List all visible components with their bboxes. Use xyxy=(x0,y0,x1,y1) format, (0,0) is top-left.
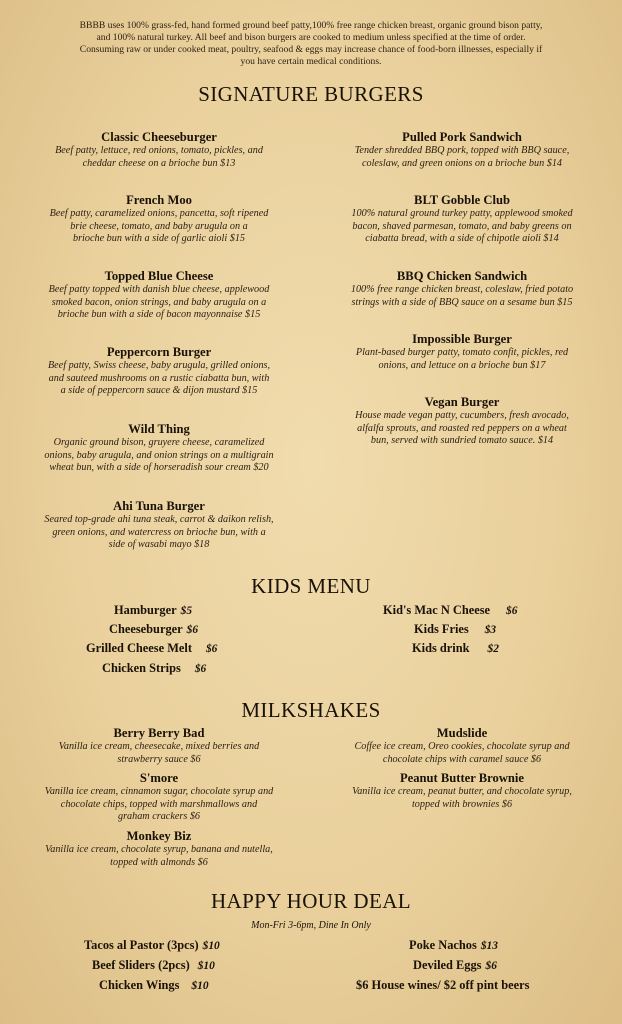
item-name: Impossible Burger xyxy=(412,332,512,346)
disclaimer-line: and 100% natural turkey. All beef and bison burgers are cooked to medium unless specified at the time of order. xyxy=(96,32,526,43)
item-name: BLT Gobble Club xyxy=(414,193,510,207)
item-price: $6 xyxy=(186,624,199,636)
item-desc-line: side of wasabi mayo $18 xyxy=(108,539,210,551)
item-price: $6 xyxy=(205,643,218,655)
item-name: Peanut Butter Brownie xyxy=(399,771,525,785)
disclaimer-line: Consuming raw or under cooked meat, poultry, seafood & eggs may increase chance of food-born illnesses, especially if xyxy=(79,44,543,55)
item-desc-line: Vanilla ice cream, cinnamon sugar, chocolate syrup and xyxy=(44,786,274,797)
item-desc-line: brioche bun with a side of bacon mayonnaise $15 xyxy=(57,309,261,321)
item-price: $3 xyxy=(484,624,497,636)
happy-item-deviled-eggs xyxy=(413,958,497,973)
item-name: $6 House wines/ $2 off pint beers xyxy=(356,978,530,992)
item-desc-line: Organic ground bison, gruyere cheese, caramelized xyxy=(53,437,265,448)
item-desc-line: bacon, shaved parmesan, tomato, and baby greens on xyxy=(352,220,572,232)
item-desc-line: and sauteed mushrooms on a rustic ciabatta bun, with xyxy=(48,372,270,384)
menu-item-impossible-burger xyxy=(322,332,602,372)
menu-item-french-moo xyxy=(20,193,298,246)
happy-item-tacos-al-pastor xyxy=(84,938,220,953)
item-desc-line: chocolate chips, topped with marshmallows and xyxy=(60,798,258,810)
item-desc-line: House made vegan patty, cucumbers, fresh avocado, xyxy=(355,410,569,421)
item-desc-line: Beef patty, caramelized onions, pancetta, soft ripened xyxy=(49,208,269,219)
item-name: Chicken Strips xyxy=(102,661,181,675)
item-desc-line: graham crackers $6 xyxy=(117,811,201,823)
item-price: $2 xyxy=(487,643,499,655)
happy-hour-subtitle: Mon-Fri 3-6pm, Dine In Only xyxy=(251,920,371,931)
milkshake-monkey-biz xyxy=(20,829,298,869)
item-price: $5 xyxy=(180,605,193,617)
kids-item-cheeseburger xyxy=(109,622,198,637)
item-name: BBQ Chicken Sandwich xyxy=(396,269,528,283)
item-desc-line: topped with brownies $6 xyxy=(411,798,513,810)
item-desc-line: cheddar cheese on a brioche bun $13 xyxy=(82,157,236,169)
item-desc-line: alfalfa sprouts, and roasted red peppers on a wheat xyxy=(357,422,567,434)
disclaimer xyxy=(8,20,614,68)
kids-item-grilled-cheese-melt xyxy=(86,641,217,656)
menu-item-topped-blue-cheese xyxy=(20,269,298,322)
menu-item-classic-cheeseburger xyxy=(20,130,298,170)
item-name: Peppercorn Burger xyxy=(106,345,212,359)
happy-item-beef-sliders xyxy=(92,958,215,973)
menu-item-blt-gobble-club xyxy=(322,193,602,246)
item-desc-line: ciabatta bread, with a side of chipotle aioli $14 xyxy=(365,233,559,245)
item-desc-line: Beef patty, lettuce, red onions, tomato, pickles, and xyxy=(55,145,263,156)
happy-hour-title: HAPPY HOUR DEAL xyxy=(210,889,412,913)
item-desc-line: Vanilla ice cream, chocolate syrup, banana and nutella, xyxy=(45,844,273,855)
item-desc-line: Beef patty topped with danish blue cheese, applewood xyxy=(48,284,270,295)
milkshakes-title: MILKSHAKES xyxy=(241,698,381,722)
item-name: Grilled Cheese Melt xyxy=(86,641,192,655)
item-price: $6 xyxy=(485,960,497,972)
item-name: Ahi Tuna Burger xyxy=(113,499,205,513)
item-desc-line: Seared top-grade ahi tuna steak, carrot & daikon relish, xyxy=(44,514,274,525)
item-name: French Moo xyxy=(126,193,192,207)
kids-item-hamburger xyxy=(114,603,192,618)
item-name: Kid's Mac N Cheese xyxy=(383,603,491,617)
item-desc-line: strings with a side of BBQ sauce on a sesame bun $15 xyxy=(351,296,573,308)
disclaimer-line: you have certain medical conditions. xyxy=(240,56,382,67)
menu-item-vegan-burger xyxy=(322,395,602,448)
item-desc-line: topped with almonds $6 xyxy=(110,856,208,868)
item-desc-line: 100% free range chicken breast, coleslaw, fried potato xyxy=(350,284,574,295)
item-desc-line: onions, and lettuce on a brioche bun $17 xyxy=(378,359,546,371)
item-name: Hamburger xyxy=(114,603,177,617)
item-name: Berry Berry Bad xyxy=(113,726,205,740)
item-name: Monkey Biz xyxy=(126,829,192,843)
menu-item-bbq-chicken-sandwich xyxy=(322,269,602,309)
menu-item-peppercorn-burger xyxy=(20,345,298,398)
item-desc-line: coleslaw, and green onions on a brioche bun $14 xyxy=(361,157,563,169)
kids-item-chicken-strips xyxy=(102,661,206,676)
item-desc-line: smoked bacon, onion strings, and baby arugula on a xyxy=(51,296,267,308)
item-desc-line: bun, served with sundried tomato sauce. $14 xyxy=(370,435,554,447)
item-name: Wild Thing xyxy=(128,422,190,436)
item-name: Kids Fries xyxy=(414,622,469,636)
item-name: Deviled Eggs xyxy=(413,958,482,972)
kids-menu-title: KIDS MENU xyxy=(251,574,371,598)
item-desc-line: Coffee ice cream, Oreo cookies, chocolate syrup and xyxy=(354,741,570,752)
milkshake-peanut-butter-brownie xyxy=(322,771,602,811)
item-desc-line: brioche bun with a side of garlic aioli $15 xyxy=(72,233,246,245)
item-name: Chicken Wings xyxy=(99,978,180,992)
item-name: Mudslide xyxy=(436,726,488,740)
item-name: Cheeseburger xyxy=(109,622,183,636)
item-price: $6 xyxy=(506,605,518,617)
item-price: $10 xyxy=(197,960,215,972)
item-name: Classic Cheeseburger xyxy=(101,130,217,144)
item-desc-line: Plant-based burger patty, tomato confit, pickles, red xyxy=(355,347,569,358)
signature-burgers-title: SIGNATURE BURGERS xyxy=(198,82,424,106)
item-desc-line: a side of peppercorn sauce & dijon mustard $15 xyxy=(60,385,258,397)
item-name: S'more xyxy=(139,771,179,785)
item-name: Beef Sliders (2pcs) xyxy=(92,958,190,972)
item-desc-line: Tender shredded BBQ pork, topped with BBQ sauce, xyxy=(354,145,570,156)
item-desc-line: wheat bun, with a side of horseradish sour cream $20 xyxy=(49,462,269,474)
menu-item-wild-thing xyxy=(20,422,298,475)
item-desc-line: strawberry sauce $6 xyxy=(117,753,201,765)
milkshake-berry-berry-bad xyxy=(20,726,298,766)
item-price: $10 xyxy=(191,980,209,992)
item-price: $13 xyxy=(480,940,498,952)
item-name: Kids drink xyxy=(412,641,470,655)
milkshake-mudslide xyxy=(322,726,602,766)
milkshake-smore xyxy=(20,771,298,824)
item-desc-line: Vanilla ice cream, peanut butter, and chocolate syrup, xyxy=(352,786,572,797)
item-name: Vegan Burger xyxy=(424,395,500,409)
item-desc-line: green onions, and watercress on brioche bun, with a xyxy=(52,526,266,538)
kids-item-drink xyxy=(412,641,499,656)
kids-item-fries xyxy=(414,622,496,637)
item-desc-line: Vanilla ice cream, cheesecake, mixed berries and xyxy=(58,741,260,752)
item-name: Pulled Pork Sandwich xyxy=(402,130,522,144)
kids-item-mac-n-cheese xyxy=(383,603,517,618)
happy-item-poke-nachos xyxy=(409,938,498,953)
item-desc-line: onions, baby arugula, and onion strings on a multigrain xyxy=(44,449,274,461)
item-price: $6 xyxy=(194,663,207,675)
item-name: Tacos al Pastor (3pcs) xyxy=(84,938,199,952)
item-desc-line: 100% natural ground turkey patty, applewood smoked xyxy=(351,208,573,219)
menu-item-pulled-pork-sandwich xyxy=(322,130,602,170)
item-desc-line: chocolate chips with caramel sauce $6 xyxy=(382,753,542,765)
item-desc-line: Beef patty, Swiss cheese, baby arugula, grilled onions, xyxy=(47,360,271,371)
item-name: Topped Blue Cheese xyxy=(104,269,214,283)
item-desc-line: brie cheese, tomato, and baby arugula on a xyxy=(70,220,248,232)
disclaimer-line: BBBB uses 100% grass-fed, hand formed ground beef patty,100% free range chicken breast, organic ground bison patty, xyxy=(79,20,543,31)
item-name: Poke Nachos xyxy=(409,938,477,952)
item-price: $10 xyxy=(202,940,220,952)
happy-item-house-wines xyxy=(356,978,529,993)
happy-item-chicken-wings xyxy=(99,978,209,993)
menu-item-ahi-tuna-burger xyxy=(20,499,298,552)
